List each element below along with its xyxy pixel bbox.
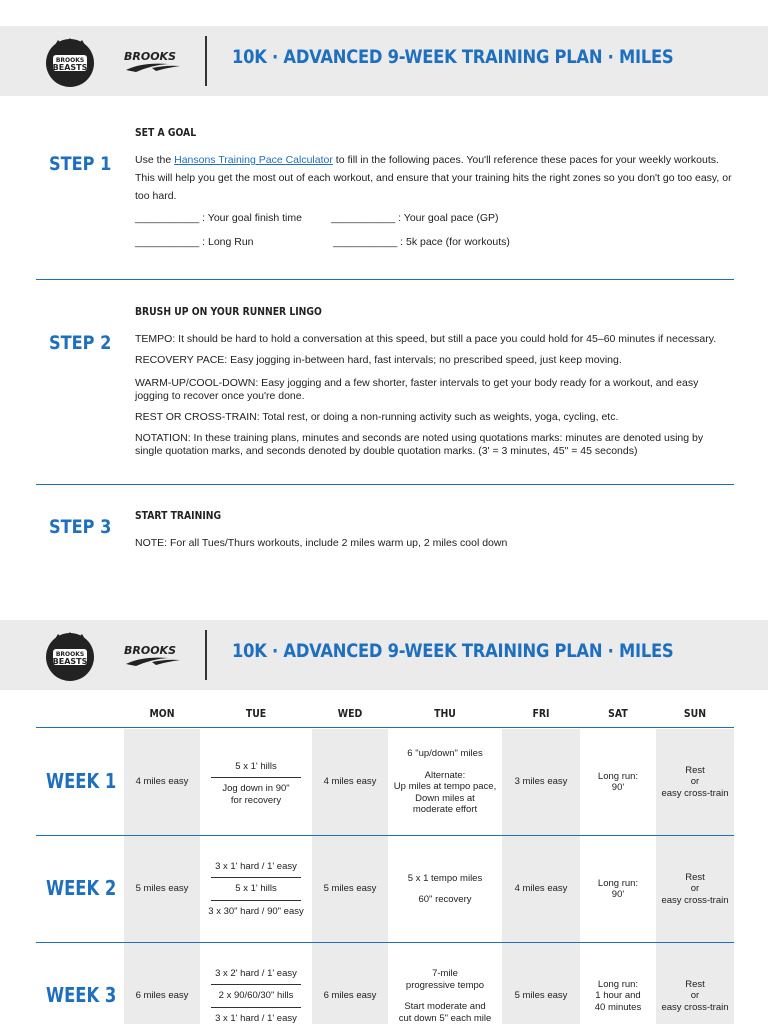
cell-sun <box>656 729 734 835</box>
cell-rule <box>211 900 301 901</box>
cell-sun <box>656 943 734 1024</box>
cell-rule <box>211 777 301 778</box>
long-run-field[interactable]: ___________ : Long Run <box>135 236 254 248</box>
cell-fri <box>502 729 580 835</box>
cell-text: Alternate: <box>424 769 466 781</box>
cell-text: cut down 5" each mile <box>398 1012 492 1024</box>
week-label: WEEK 1 <box>46 769 117 793</box>
cell-text: 5 miles easy <box>514 990 568 1002</box>
page-header-2 <box>0 620 768 690</box>
brooks-logo <box>122 640 184 670</box>
cell-text: 6 miles easy <box>135 990 189 1002</box>
header-divider <box>205 630 207 680</box>
cell-text: 90' <box>611 889 625 900</box>
cell-rule <box>211 1007 301 1008</box>
step-1-text <box>135 151 733 205</box>
cell-mon <box>124 729 200 835</box>
day-header-fri: FRI <box>532 707 550 720</box>
cell-text: 6 miles easy <box>323 990 377 1002</box>
beasts-logo-bottom-text: BEASTS <box>52 657 88 666</box>
beasts-logo-top-text: BROOKS <box>55 651 85 658</box>
lingo-rest-cross-train: REST OR CROSS-TRAIN: Total rest, or doing a non-running activity such as weights, yoga, cycling, etc. <box>135 411 619 423</box>
cell-text: easy cross-train <box>661 787 729 799</box>
goal-finish-time-field[interactable]: ___________ : Your goal finish time <box>135 212 302 224</box>
beasts-logo-top-text: BROOKS <box>55 57 85 64</box>
cell-text: progressive tempo <box>405 979 485 991</box>
cell-sat <box>580 943 656 1024</box>
step-3-heading: START TRAINING <box>135 510 222 522</box>
cell-text: 7-mile <box>432 968 458 979</box>
cell-sat <box>580 836 656 942</box>
cell-text: 4 miles easy <box>135 776 189 788</box>
cell-text: easy cross-train <box>661 894 729 906</box>
cell-text: 3 miles easy <box>514 776 568 788</box>
day-header-mon: MON <box>149 707 175 720</box>
cell-text: easy cross-train <box>661 1001 729 1013</box>
cell-mon <box>124 836 200 942</box>
cell-text: Rest <box>685 764 705 776</box>
cell-wed <box>312 836 388 942</box>
step-3-label: STEP 3 <box>49 516 112 538</box>
lingo-warm-up-cool-down: WARM-UP/COOL-DOWN: Easy jogging and a few shorter, faster intervals to get your body ready for a workout, and easy jogging to recover once you're done. <box>135 377 699 402</box>
cell-text: Long run: <box>597 978 639 990</box>
cell-text: Up miles at tempo pace, <box>393 781 497 793</box>
cell-text: 3 x 1' hard / 1' easy <box>215 860 297 872</box>
table-row-week-3 <box>36 943 734 1024</box>
cell-text: 3 x 30" hard / 90" easy <box>208 905 304 917</box>
page-title: 10K · ADVANCED 9-WEEK TRAINING PLAN · MILES <box>232 46 674 68</box>
week-label: WEEK 2 <box>46 876 117 900</box>
step-3-note: NOTE: For all Tues/Thurs workouts, include 2 miles warm up, 2 miles cool down <box>135 537 508 549</box>
section-divider <box>36 279 734 280</box>
page-title-2: 10K · ADVANCED 9-WEEK TRAINING PLAN · MILES <box>232 640 674 662</box>
brooks-logo-text: BROOKS <box>124 50 177 63</box>
cell-text: 5 x 1 tempo miles <box>407 872 483 884</box>
cell-tue <box>200 943 312 1024</box>
cell-wed <box>312 943 388 1024</box>
section-divider <box>36 484 734 485</box>
cell-tue <box>200 836 312 942</box>
table-row-week-2 <box>36 836 734 942</box>
day-header-sun: SUN <box>683 707 707 720</box>
cell-rule <box>211 984 301 985</box>
cell-text: 4 miles easy <box>514 883 568 895</box>
cell-mon <box>124 943 200 1024</box>
day-header-sat: SAT <box>608 707 628 720</box>
step-1-text-pre: Use the <box>135 154 175 166</box>
goal-pace-field[interactable]: ___________ : Your goal pace (GP) <box>331 212 499 224</box>
cell-thu <box>388 729 502 835</box>
cell-text: 5 x 1' hills <box>235 883 277 895</box>
header-divider <box>205 36 207 86</box>
cell-text: Long run: <box>597 877 639 889</box>
lingo-recovery-pace: RECOVERY PACE: Easy jogging in-between hard, fast intervals; no prescribed speed, just keep moving. <box>135 354 622 366</box>
brooks-beasts-logo <box>44 630 96 682</box>
cell-text: 5 miles easy <box>323 883 377 895</box>
step-1-heading: SET A GOAL <box>135 127 197 139</box>
step-2-label: STEP 2 <box>49 332 112 354</box>
cell-text: 5 x 1' hills <box>235 760 277 772</box>
day-header-thu: THU <box>434 707 456 720</box>
cell-text: 4 miles easy <box>323 776 377 788</box>
day-header-wed: WED <box>337 707 363 720</box>
cell-text: 3 x 2' hard / 1' easy <box>215 967 297 979</box>
cell-text: 1 hour and <box>595 990 641 1002</box>
page-header <box>0 26 768 96</box>
cell-sat <box>580 729 656 835</box>
brooks-logo <box>122 46 184 76</box>
cell-text: Jog down in 90" <box>222 783 290 795</box>
cell-tue <box>200 729 312 835</box>
step-1-label: STEP 1 <box>49 153 112 175</box>
cell-text: Rest <box>685 871 705 883</box>
cell-thu <box>388 836 502 942</box>
cell-text: or <box>690 990 700 1002</box>
cell-text: or <box>690 883 700 895</box>
cell-text: for recovery <box>230 794 282 806</box>
cell-text: 40 minutes <box>594 1001 642 1013</box>
cell-thu <box>388 943 502 1024</box>
cell-wed <box>312 729 388 835</box>
step-1-text-post: to fill in the following paces. You'll reference these paces for your weekly workouts. This will help you get the most out of each workout, and ensure that your training hits the right zones so you don't go too easy, or too hard. <box>135 154 732 202</box>
cell-sun <box>656 836 734 942</box>
cell-fri <box>502 943 580 1024</box>
cell-text: or <box>690 776 700 788</box>
cell-text: Rest <box>685 978 705 990</box>
table-row-week-1 <box>36 729 734 835</box>
brooks-logo-text: BROOKS <box>124 644 177 657</box>
brooks-beasts-logo <box>44 36 96 88</box>
day-header-tue: TUE <box>245 707 267 720</box>
lingo-tempo: TEMPO: It should be hard to hold a conversation at this speed, but still a pace you could hold for 45–60 minutes if necessary. <box>135 333 717 345</box>
cell-text: 6 "up/down" miles <box>407 748 483 760</box>
cell-text: 90' <box>611 782 625 793</box>
cell-text: Down miles at <box>415 792 475 804</box>
cell-text: Long run: <box>597 770 639 782</box>
pace-calculator-link[interactable]: Hansons Training Pace Calculator <box>174 154 333 166</box>
week-label: WEEK 3 <box>46 983 117 1007</box>
step-2-heading: BRUSH UP ON YOUR RUNNER LINGO <box>135 306 322 318</box>
cell-text: 60" recovery <box>418 894 472 905</box>
cell-rule <box>211 877 301 878</box>
lingo-notation: NOTATION: In these training plans, minutes and seconds are noted using quotations marks: minutes are denoted using by single quotation marks, and seconds denoted by double quotation marks. (3' = 3 minutes, 45" = 45 seconds) <box>135 432 704 457</box>
cell-text: 5 miles easy <box>135 883 189 895</box>
cell-fri <box>502 836 580 942</box>
cell-text: 3 x 1' hard / 1' easy <box>215 1012 297 1024</box>
table-header-divider <box>36 727 734 728</box>
cell-text: Start moderate and <box>404 1001 486 1012</box>
cell-text: 2 x 90/60/30" hills <box>218 990 294 1002</box>
cell-text: moderate effort <box>412 804 478 816</box>
5k-pace-field[interactable]: ___________ : 5k pace (for workouts) <box>333 236 510 248</box>
beasts-logo-bottom-text: BEASTS <box>52 63 88 72</box>
